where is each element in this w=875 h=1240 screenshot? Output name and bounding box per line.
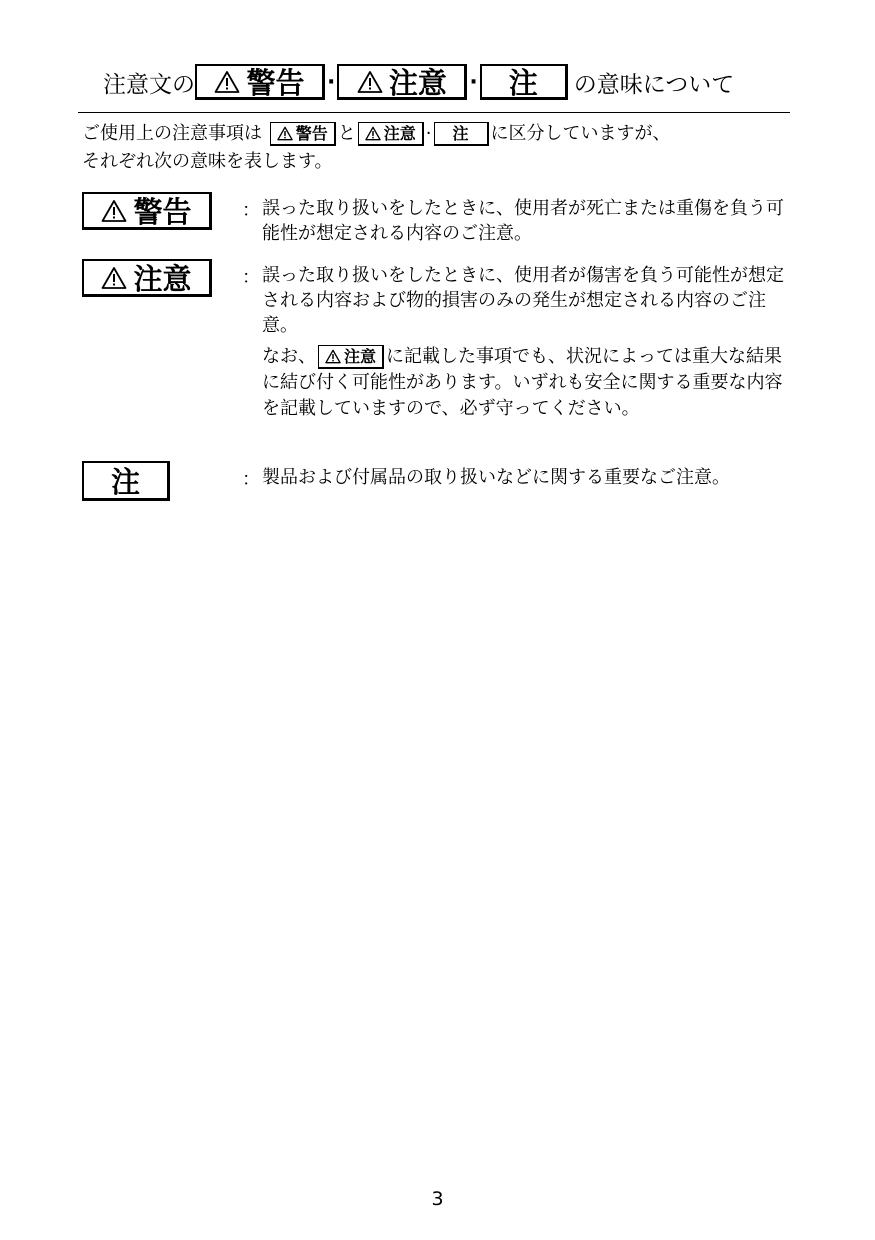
warning-label bbox=[82, 192, 212, 230]
intro-text: ご使用上の注意事項は bbox=[82, 123, 262, 144]
warning-triangle-icon bbox=[214, 70, 240, 94]
heading-note-text: 注 bbox=[508, 66, 538, 100]
heading-note-label bbox=[480, 64, 568, 100]
note-label-text: 注 bbox=[110, 465, 140, 499]
intro-paragraph bbox=[82, 120, 792, 176]
inline-caution-text: 注意 bbox=[383, 123, 416, 143]
warning-triangle-icon bbox=[277, 126, 293, 141]
caution-label bbox=[82, 259, 212, 297]
colon: ： bbox=[242, 200, 260, 221]
caution-description: 誤った取り扱いをしたときに、使用者が傷害を負う可能性が想定される内容および物的損害のみの発生が想定される内容のご注意。 bbox=[262, 265, 784, 336]
heading-warning-label bbox=[195, 64, 325, 100]
heading-divider bbox=[78, 112, 790, 113]
warning-triangle-icon bbox=[101, 266, 127, 290]
warning-triangle-icon bbox=[357, 70, 383, 94]
heading-caution-text: 注意 bbox=[388, 66, 447, 100]
warning-triangle-icon bbox=[365, 126, 381, 141]
caution-note-text: に記載した事項でも、状況によっては重大な結果に結び付く可能性があります。いずれも安全に関する重要な内容を記載していますので、必ず守ってください。 bbox=[262, 346, 783, 419]
intro-and: と bbox=[337, 123, 356, 144]
inline-caution-text: 注意 bbox=[344, 346, 377, 366]
heading-separator: · bbox=[469, 69, 478, 95]
note-label bbox=[82, 461, 170, 501]
colon: ： bbox=[242, 267, 260, 288]
caution-note-prefix: なお、 bbox=[262, 346, 316, 367]
caution-note bbox=[262, 344, 792, 422]
heading-caution-label bbox=[337, 64, 467, 100]
inline-warning-label bbox=[270, 122, 336, 146]
note-description: 製品および付属品の取り扱いなどに関する重要なご注意。 bbox=[262, 467, 730, 488]
page-number: 3 bbox=[431, 1188, 444, 1210]
heading-warning-text: 警告 bbox=[246, 66, 305, 100]
inline-caution-label bbox=[358, 122, 424, 146]
page-heading bbox=[103, 62, 734, 102]
heading-prefix: 注意文の bbox=[103, 71, 195, 98]
inline-warning-text: 警告 bbox=[295, 123, 328, 143]
warning-description: 誤った取り扱いをしたときに、使用者が死亡または重傷を負う可能性が想定される内容のご注意。 bbox=[262, 198, 784, 244]
warning-label-text: 警告 bbox=[133, 195, 192, 229]
inline-note-text: 注 bbox=[452, 123, 469, 143]
heading-suffix: の意味について bbox=[573, 71, 735, 98]
colon: ： bbox=[242, 469, 260, 490]
heading-separator: · bbox=[327, 69, 336, 95]
caution-label-text: 注意 bbox=[133, 262, 192, 296]
intro-text-2: に区分していますが、 bbox=[490, 123, 671, 144]
intro-separator: · bbox=[425, 123, 432, 144]
warning-triangle-icon bbox=[325, 349, 341, 364]
intro-line-2: それぞれ次の意味を表します。 bbox=[82, 151, 333, 172]
inline-note-label bbox=[434, 122, 489, 146]
warning-triangle-icon bbox=[101, 199, 127, 223]
inline-caution-label bbox=[318, 345, 384, 369]
